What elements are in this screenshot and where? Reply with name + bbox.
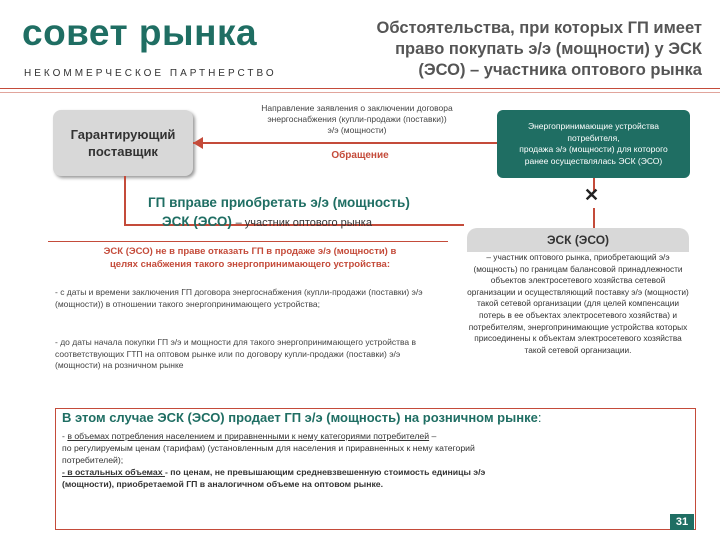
underlined-text: в объемах потребления населением и приравненными к нему категориями потребителей xyxy=(67,431,430,441)
consumer-line: потребителя, xyxy=(567,132,620,143)
conclusion-line: потребителей); xyxy=(62,455,124,465)
consumer-line: ранее осуществлялась ЭСК (ЭСО) xyxy=(524,155,663,166)
gp-box-line: Гарантирующий xyxy=(70,127,176,142)
slide-title-line: право покупать э/э (мощности) у ЭСК xyxy=(395,40,702,58)
slide-title xyxy=(342,18,702,81)
refusal-line: целях снабжения такого энергопринимающего устройства: xyxy=(109,258,391,270)
line-bold: (мощности), приобретаемой ГП в аналогичном объеме на оптовом рынке. xyxy=(62,479,384,489)
refusal-line: ЭСК (ЭСО) не в праве отказать ГП в продаже э/э (мощности) в xyxy=(103,246,397,257)
cross-icon: ✕ xyxy=(584,185,600,205)
statement-line: ГП вправе приобретать э/э (мощность) xyxy=(148,195,410,210)
conclusion-title xyxy=(62,410,692,425)
application-text xyxy=(226,103,488,136)
header-divider-thin xyxy=(0,92,720,93)
header-divider xyxy=(0,88,720,89)
slide-title-line: Обстоятельства, при которых ГП имеет xyxy=(376,19,702,37)
application-line: э/э (мощности) xyxy=(327,125,387,135)
connector-line xyxy=(593,208,595,228)
statement-tail: – участник оптового рынка xyxy=(235,217,372,229)
conclusion-line xyxy=(62,430,662,442)
conclusion-title-colon: : xyxy=(537,410,542,425)
consumer-devices-box xyxy=(497,110,690,178)
slide-title-line: (ЭСО) – участника оптового рынка xyxy=(418,61,702,79)
gp-box-line: поставщик xyxy=(88,144,158,159)
line-tail: - по ценам, не превышающим средневзвешенную стоимость единицы э/э xyxy=(164,467,486,477)
arrow-left-icon xyxy=(193,137,203,149)
eso-box-body: – участник оптового рынка, приобретающий э/э (мощность) по границам балансовой принадлежности объектов электросетевого хозяйства сетевой организации и осуществляющий поставку э/э (мощности) такой сетевой организации (для целей компенсации потерь в ее объектах электросетевого хозяйства) и потребителям, энергопринимающие устройства которых присоединены к объектам электросетевого хозяйства такой сетевой организации. xyxy=(467,252,689,355)
refusal-statement xyxy=(55,246,445,271)
gp-right-statement xyxy=(148,193,458,233)
application-line: Направление заявления о заключении договора xyxy=(261,103,453,113)
statement-bold: ЭСК (ЭСО) xyxy=(162,214,232,229)
line-tail: – xyxy=(429,431,437,441)
logo-subtitle: НЕКОММЕРЧЕСКОЕ ПАРТНЕРСТВО xyxy=(24,68,277,79)
eso-box-header: ЭСК (ЭСО) xyxy=(467,228,689,252)
bullet-item: - с даты и времени заключения ГП договора энергоснабжения (купли-продажи (поставки) э/э (мощности)) в отношении такого энергопринимающего устройства; xyxy=(55,287,423,309)
application-line: энергоснабжения (купли-продажи (поставки)) xyxy=(267,114,447,124)
consumer-line: Энергопринимающие устройства xyxy=(528,121,659,131)
dash: - xyxy=(62,431,68,441)
application-arrow-line xyxy=(193,142,497,144)
bullet-item: - до даты начала покупки ГП э/э и мощности для такого энергопринимающего устройства в соответствующих ГТП на оптовом рынке или по договору купли-продажи (поставки) э/э (мощности) на розничном рынке xyxy=(55,337,417,370)
guaranteeing-supplier-box xyxy=(53,110,193,176)
statement-line xyxy=(148,212,458,233)
conclusion-line xyxy=(62,466,662,478)
conclusion-text xyxy=(62,430,662,490)
conclusion-line xyxy=(62,478,662,490)
logo: совет рынка xyxy=(22,12,258,53)
connector-line xyxy=(124,176,126,225)
page-number: 31 xyxy=(670,514,694,530)
conclusion-line: по регулируемым ценам (тарифам) (установленным для населения и приравненных к нему категорий xyxy=(62,443,475,453)
appeal-label: Обращение xyxy=(331,150,389,161)
consumer-line: продажа э/э (мощности) для которого xyxy=(519,144,668,154)
section-divider xyxy=(48,241,448,242)
conclusion-title-text: В этом случае ЭСК (ЭСО) продает ГП э/э (мощность) на розничном рынке xyxy=(62,410,538,425)
underlined-text: - в остальных объемах xyxy=(62,467,165,477)
